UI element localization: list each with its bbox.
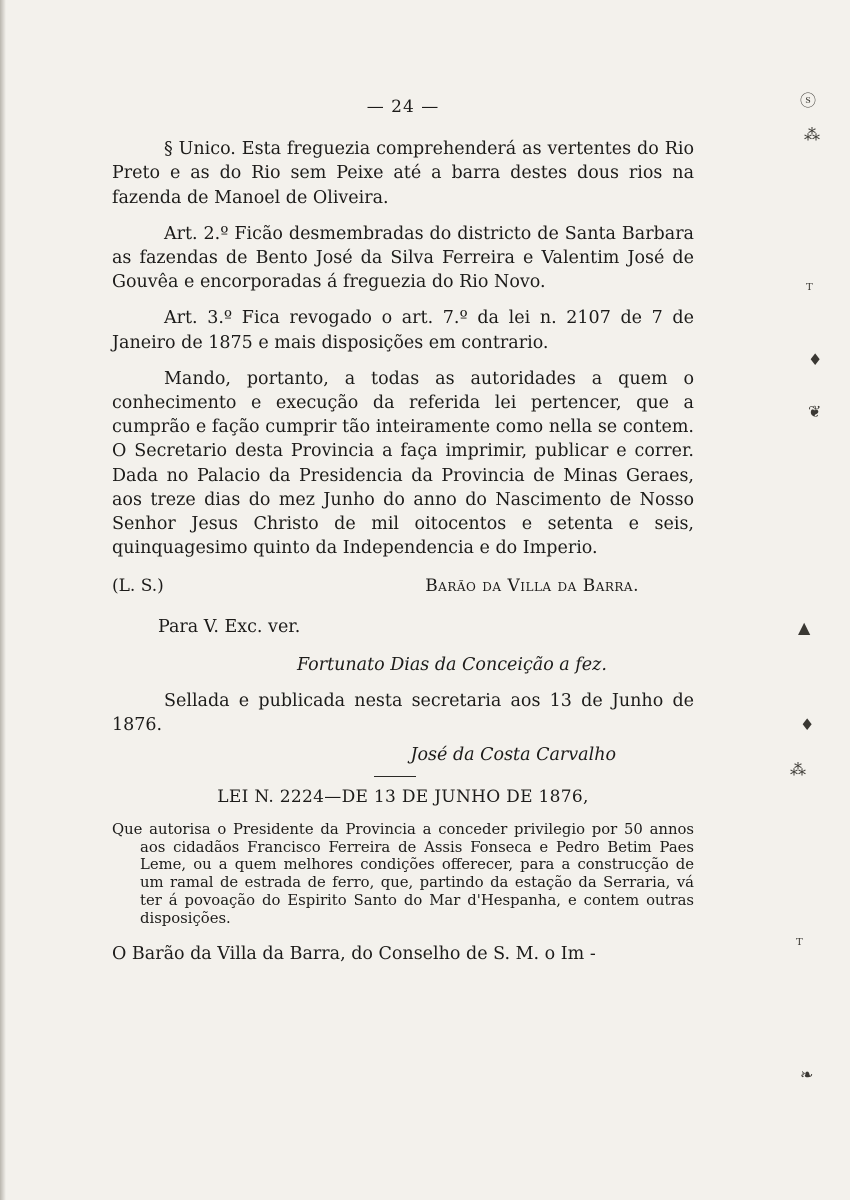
margin-mark: ᵀ: [796, 935, 803, 954]
margin-mark: ❧: [800, 1065, 814, 1084]
paragraph-unico: § Unico. Esta freguezia comprehenderá as vertentes do Rio Preto e as do Rio sem Peixe até a barra destes dous rios na fazenda de Manoel de Oliveira.: [112, 139, 694, 208]
paragraph-art-3: Art. 3.º Fica revogado o art. 7.º da lei n. 2107 de 7 de Janeiro de 1875 e mais disposições em contrario.: [112, 308, 694, 353]
closing-line: O Barão da Villa da Barra, do Conselho de S. M. o Im -: [112, 943, 596, 964]
seal-label: (L. S.): [112, 576, 164, 597]
paragraph-sellada: Sellada e publicada nesta secretaria aos 13 de Junho de 1876.: [112, 691, 694, 736]
seal-signature-row: [112, 574, 694, 598]
section-divider: [374, 776, 416, 777]
margin-mark: ❦: [808, 402, 822, 421]
margin-mark: ⁂: [804, 125, 820, 144]
margin-mark: ♦: [808, 350, 823, 369]
paragraph-art-2: Art. 2.º Ficão desmembradas do districto de Santa Barbara as fazendas de Bento José da Silva Ferreira e Valentim José de Gouvêa e encorporadas á freguezia do Rio Novo.: [112, 223, 694, 293]
paragraph-mando: Mando, portanto, a todas as autoridades a quem o conhecimento e execução da referida lei pertencer, que a cumprão e fação cumprir tão inteiramente como nella se contem. O Secretario desta Provincia a faça imprimir, publicar e correr. Dada no Palacio da Presidencia da Provincia de Minas Geraes, aos treze dias do mez Junho do anno do Nascimento de Nosso Senhor Jesus Christo de mil oitocentos e setenta e seis, quinquagesimo quinto da Independencia e do Imperio.: [112, 368, 694, 559]
law-summary: Que autorisa o Presidente da Provincia a conceder privilegio por 50 annos aos cidadãos Francisco Ferreira de Assis Fonseca e Pedro Betim Paes Leme, ou a quem melhores condições offerecer, para a construcção de um ramal de estrada de ferro, que, partindo da estação da Serraria, vá ter á povoação do Espirito Santo do Mar d'Hespanha, e contem outras disposições.: [112, 820, 694, 927]
clerk-signature: Fortunato Dias da Conceição a fez.: [297, 654, 607, 675]
page-number: — 24 —: [366, 97, 440, 117]
margin-mark: ♦: [800, 715, 815, 734]
signatory-name: Barão da Villa da Barra.: [425, 576, 639, 597]
margin-mark: ᵀ: [806, 280, 813, 299]
margin-mark: ⓢ: [800, 91, 817, 110]
law-heading: LEI N. 2224—DE 13 DE JUNHO DE 1876,: [217, 786, 589, 807]
para-v-exc-line: Para V. Exc. ver.: [158, 616, 301, 637]
page-edge-shadow: [0, 0, 6, 1200]
margin-mark: ⁂: [790, 760, 806, 779]
secretary-signature: José da Costa Carvalho: [410, 745, 616, 766]
margin-mark: ▲: [798, 618, 811, 637]
page-text: [112, 95, 694, 966]
